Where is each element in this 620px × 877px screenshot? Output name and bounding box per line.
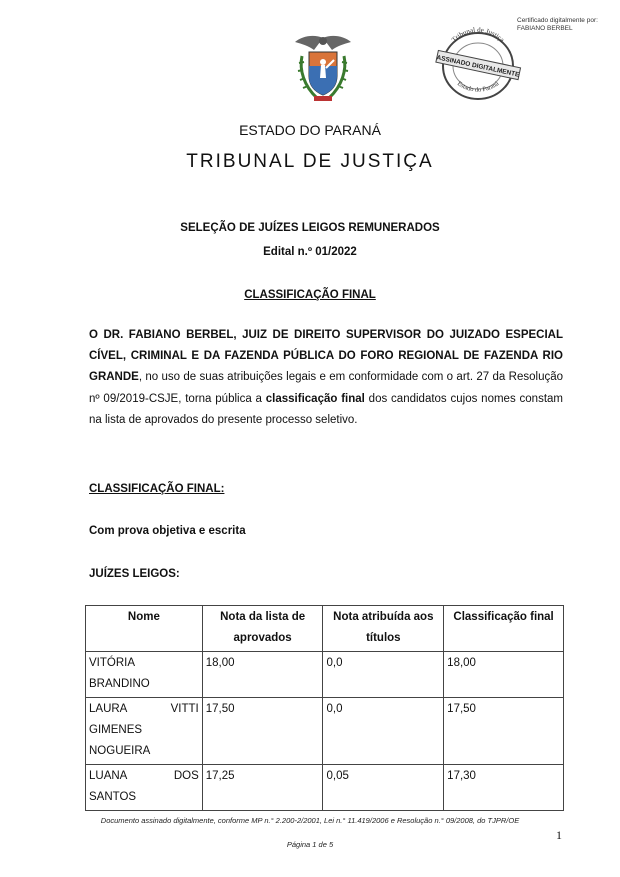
section-heading: CLASSIFICAÇÃO FINAL:: [89, 483, 225, 495]
page-number: 1: [556, 828, 562, 842]
final-score: 18,00: [444, 652, 564, 698]
table-row: [86, 698, 564, 765]
list-score: 17,50: [202, 698, 323, 765]
subsection-heading: Com prova objetiva e escrita: [89, 525, 246, 537]
candidate-name-line: LAURA VITTI: [89, 703, 199, 715]
paragraph-lead: O DR. FABIANO BERBEL, JUIZ DE DIREITO SUPERVISOR DO JUIZADO ESPECIAL CÍVEL, CRIMINAL E DA FAZENDA PÚBLICA DO FORO REGIONAL DE FAZENDA RIO GRANDE: [89, 329, 563, 384]
final-score: 17,50: [444, 698, 564, 765]
candidate-name: [86, 652, 203, 698]
certificate-note: [517, 17, 598, 33]
selection-title: SELEÇÃO DE JUÍZES LEIGOS REMUNERADOS: [180, 222, 440, 234]
seal-top-text: Tribunal de Justiça: [450, 25, 506, 44]
final-score: 17,30: [444, 765, 564, 811]
state-name: ESTADO DO PARANÁ: [239, 122, 381, 138]
svg-text:Tribunal de Justiça: [450, 26, 506, 44]
title-score: 0,0: [323, 698, 444, 765]
paragraph-emphasis: classificação final: [265, 392, 365, 405]
seal-band-text: ASSINADO DIGITALMENTE: [435, 54, 520, 79]
digital-signature-seal-icon: [428, 24, 528, 104]
edital-number: Edital n.º 01/2022: [263, 246, 357, 258]
candidate-name-line: GIMENES: [89, 724, 143, 736]
header-name: Nome: [86, 606, 203, 652]
header-list-score: Nota da lista de aprovados: [202, 606, 323, 652]
table-header-row: [86, 606, 564, 652]
parana-coat-of-arms-icon: [292, 32, 354, 104]
table-row: [86, 652, 564, 698]
digital-signature-footnote: Documento assinado digitalmente, conforme MP n.° 2.200-2/2001, Lei n.° 11.419/2006 e Resolução n.° 09/2008, do TJPR/OE: [100, 816, 520, 825]
paragraph-text-b: dos candidatos cujos nomes constam na lista de aprovados do presente processo seletivo.: [89, 392, 563, 426]
header-final: Classificação final: [444, 606, 564, 652]
table-row: [86, 765, 564, 811]
classification-title: CLASSIFICAÇÃO FINAL: [244, 289, 376, 301]
paragraph-text-a: , no uso de suas atribuições legais e em conformidade com o art. 27 da Resolução nº 09/2019-CSJE, torna pública a: [89, 371, 563, 405]
classification-table: [85, 605, 564, 811]
candidate-name-line: SANTOS: [89, 791, 137, 803]
header-title-score: Nota atribuída aos títulos: [323, 606, 444, 652]
svg-text:Estado do Paraná: [456, 80, 501, 93]
candidate-name-line: LUANA DOS: [89, 770, 199, 782]
certificate-label: Certificado digitalmente por:: [517, 17, 598, 24]
title-score: 0,0: [323, 652, 444, 698]
title-score: 0,05: [323, 765, 444, 811]
group-label: JUÍZES LEIGOS:: [89, 568, 180, 580]
list-score: 17,25: [202, 765, 323, 811]
candidate-name-line: NOGUEIRA: [89, 745, 151, 757]
court-name: TRIBUNAL DE JUSTIÇA: [186, 151, 434, 172]
candidate-name: [86, 698, 203, 765]
page-counter: Página 1 de 5: [286, 840, 334, 849]
candidate-name: [86, 765, 203, 811]
seal-bottom-text: Estado do Paraná: [455, 80, 501, 94]
list-score: 18,00: [202, 652, 323, 698]
certificate-signer: FABIANO BERBEL: [517, 25, 573, 32]
candidate-name-line: VITÓRIA: [89, 657, 136, 669]
candidate-name-line: BRANDINO: [89, 678, 150, 690]
announcement-paragraph: [89, 325, 563, 431]
